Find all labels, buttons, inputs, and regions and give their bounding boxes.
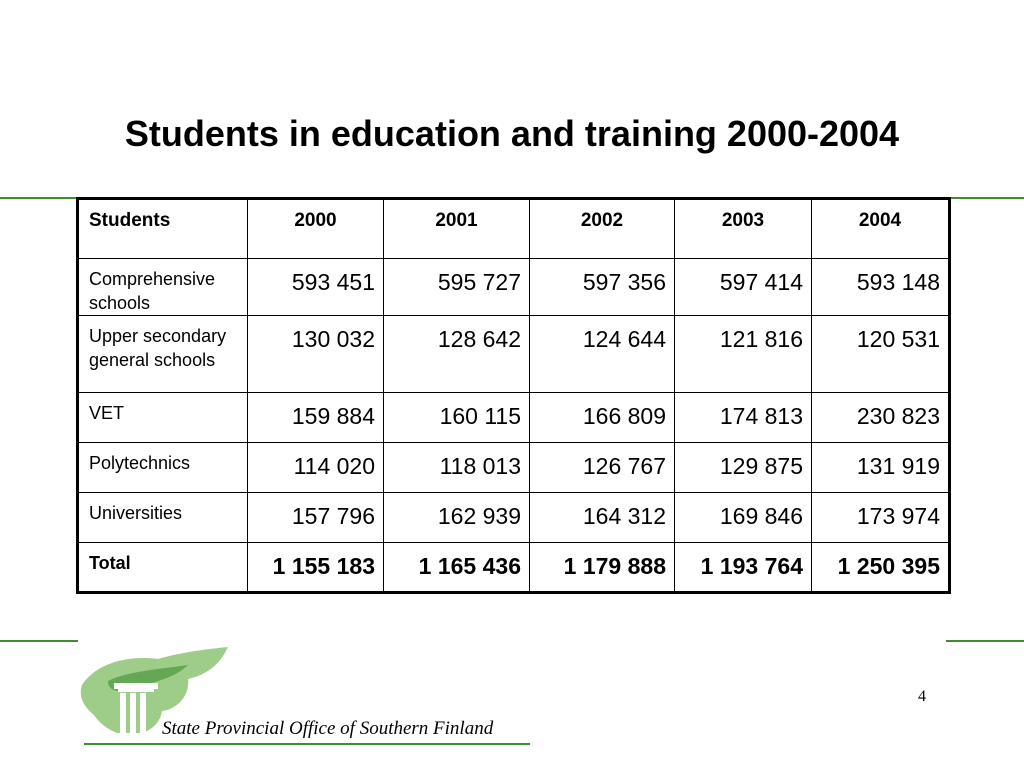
row-label: Upper secondary general schools bbox=[78, 316, 248, 393]
table-cell: 159 884 bbox=[248, 393, 384, 443]
table-cell: 124 644 bbox=[530, 316, 675, 393]
row-label-total: Total bbox=[78, 543, 248, 593]
table-cell-total: 1 155 183 bbox=[248, 543, 384, 593]
table-cell: 128 642 bbox=[384, 316, 530, 393]
logo-underline bbox=[84, 743, 530, 745]
table-row-total bbox=[78, 543, 950, 593]
header-year-2001: 2001 bbox=[384, 199, 530, 259]
header-year-2002: 2002 bbox=[530, 199, 675, 259]
table-cell: 173 974 bbox=[812, 493, 950, 543]
table-cell: 166 809 bbox=[530, 393, 675, 443]
table-cell: 118 013 bbox=[384, 443, 530, 493]
page-number: 4 bbox=[918, 688, 926, 705]
table-cell: 160 115 bbox=[384, 393, 530, 443]
table-row bbox=[78, 443, 950, 493]
table-cell: 114 020 bbox=[248, 443, 384, 493]
table-cell-total: 1 193 764 bbox=[675, 543, 812, 593]
table-row bbox=[78, 493, 950, 543]
table-cell: 126 767 bbox=[530, 443, 675, 493]
table-cell: 131 919 bbox=[812, 443, 950, 493]
table-cell: 162 939 bbox=[384, 493, 530, 543]
table-cell: 130 032 bbox=[248, 316, 384, 393]
header-year-2004: 2004 bbox=[812, 199, 950, 259]
table-cell: 593 148 bbox=[812, 259, 950, 316]
table-row bbox=[78, 259, 950, 316]
logo-text: State Provincial Office of Southern Finland bbox=[162, 718, 494, 739]
row-label: Comprehensive schools bbox=[78, 259, 248, 316]
table-row bbox=[78, 393, 950, 443]
table-cell: 597 414 bbox=[675, 259, 812, 316]
row-label: Universities bbox=[78, 493, 248, 543]
table-row bbox=[78, 316, 950, 393]
header-year-2000: 2000 bbox=[248, 199, 384, 259]
table-cell: 593 451 bbox=[248, 259, 384, 316]
green-rule-right-top bbox=[946, 197, 1024, 199]
students-table bbox=[76, 197, 951, 594]
green-rule-right-bottom bbox=[946, 640, 1024, 642]
table-cell-total: 1 250 395 bbox=[812, 543, 950, 593]
table-cell-total: 1 179 888 bbox=[530, 543, 675, 593]
table-cell: 230 823 bbox=[812, 393, 950, 443]
table-cell: 129 875 bbox=[675, 443, 812, 493]
table-header-row bbox=[78, 199, 950, 259]
table-cell: 169 846 bbox=[675, 493, 812, 543]
slide-title: Students in education and training 2000-2004 bbox=[124, 113, 900, 154]
row-label: Polytechnics bbox=[78, 443, 248, 493]
table-cell: 157 796 bbox=[248, 493, 384, 543]
table-cell: 121 816 bbox=[675, 316, 812, 393]
table-cell-total: 1 165 436 bbox=[384, 543, 530, 593]
table-cell: 120 531 bbox=[812, 316, 950, 393]
header-year-2003: 2003 bbox=[675, 199, 812, 259]
table-cell: 595 727 bbox=[384, 259, 530, 316]
organization-logo bbox=[78, 645, 538, 750]
row-label: VET bbox=[78, 393, 248, 443]
green-rule-left-bottom bbox=[0, 640, 78, 642]
green-rule-left-top bbox=[0, 197, 78, 199]
table-cell: 597 356 bbox=[530, 259, 675, 316]
header-students: Students bbox=[78, 199, 248, 259]
table-cell: 164 312 bbox=[530, 493, 675, 543]
table-cell: 174 813 bbox=[675, 393, 812, 443]
